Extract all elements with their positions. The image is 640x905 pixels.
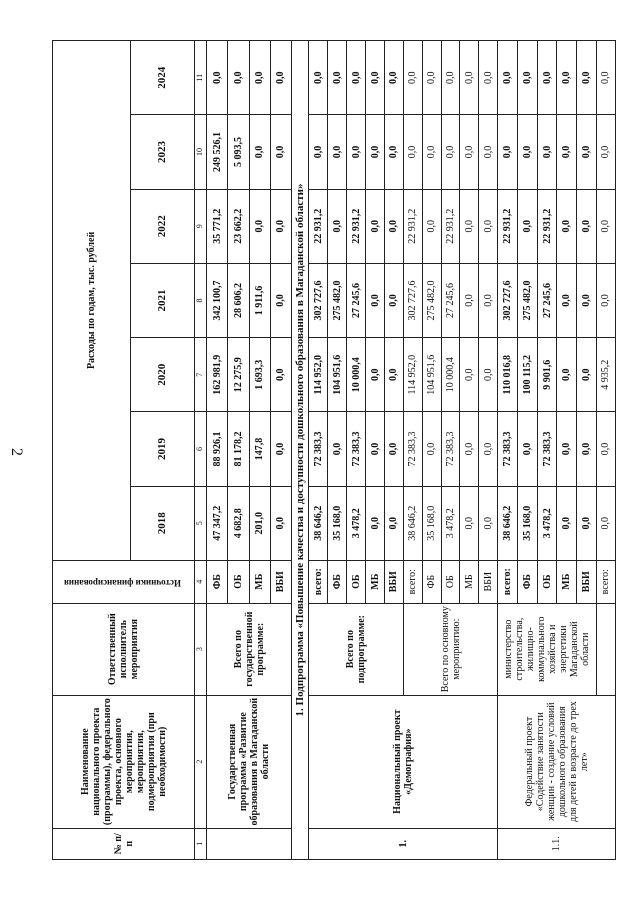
value-cell: 0,0 — [517, 41, 537, 115]
value-cell: 4 935,2 — [596, 338, 615, 412]
executor-empty — [596, 603, 615, 695]
value-cell: 27 245,6 — [537, 263, 557, 337]
federal-project-name: Федеральный проект «Содействие занятости женщин - создание условий дошкольного образования для детей в возрасте до трех лет» — [498, 695, 616, 828]
value-cell: 201,0 — [249, 486, 270, 560]
value-cell: 0,0 — [479, 41, 498, 115]
source-cell: ВБИ — [270, 560, 291, 603]
value-cell: 0,0 — [460, 412, 479, 486]
value-cell: 10 000,4 — [441, 338, 460, 412]
value-cell: 0,0 — [366, 486, 385, 560]
column-index: 4 — [195, 560, 207, 603]
source-cell: ОБ — [441, 560, 460, 603]
value-cell: 0,0 — [366, 263, 385, 337]
value-cell: 22 931,2 — [498, 189, 518, 263]
value-cell: 0,0 — [384, 412, 403, 486]
value-cell: 0,0 — [270, 41, 291, 115]
subprogram-executor: Всего по подпрограмме: — [309, 603, 403, 695]
source-cell: ОБ — [347, 560, 366, 603]
value-cell: 35 168,0 — [517, 486, 537, 560]
source-cell: ОБ — [537, 560, 557, 603]
value-cell: 22 931,2 — [403, 189, 422, 263]
value-cell: 0,0 — [249, 189, 270, 263]
value-cell: 5 093,5 — [228, 115, 249, 189]
value-cell: 0,0 — [328, 189, 347, 263]
value-cell: 81 178,2 — [228, 412, 249, 486]
source-cell: ФБ — [517, 560, 537, 603]
value-cell: 0,0 — [479, 338, 498, 412]
value-cell: 0,0 — [366, 115, 385, 189]
value-cell: 0,0 — [309, 115, 328, 189]
source-cell: МБ — [460, 560, 479, 603]
year-header: 2023 — [130, 115, 194, 189]
value-cell: 0,0 — [517, 115, 537, 189]
value-cell: 302 727,6 — [309, 263, 328, 337]
header-executor: Ответственный исполнитель мероприятия — [53, 603, 195, 695]
value-cell: 0,0 — [384, 263, 403, 337]
value-cell: 0,0 — [441, 115, 460, 189]
value-cell: 22 931,2 — [309, 189, 328, 263]
value-cell: 0,0 — [384, 486, 403, 560]
year-header: 2018 — [130, 486, 194, 560]
source-cell: ВБИ — [479, 560, 498, 603]
value-cell: 0,0 — [228, 41, 249, 115]
value-cell: 100 115,2 — [517, 338, 537, 412]
column-index: 5 — [195, 486, 207, 560]
value-cell: 27 245,6 — [347, 263, 366, 337]
header-expenses: Расходы по годам, тыс. рублей — [53, 41, 131, 561]
value-cell: 0,0 — [270, 263, 291, 337]
header-name: Наименование национального проекта (программы), федерального проекта, основного мероприятия, мероприятия, подмероприятия (при необходимости) — [53, 695, 195, 828]
value-cell: 3 478,2 — [347, 486, 366, 560]
value-cell: 1 693,3 — [249, 338, 270, 412]
value-cell: 0,0 — [460, 41, 479, 115]
value-cell: 0,0 — [328, 115, 347, 189]
value-cell: 110 016,8 — [498, 338, 518, 412]
value-cell: 72 383,3 — [498, 412, 518, 486]
subprogram-row — [291, 41, 309, 860]
value-cell: 0,0 — [557, 338, 577, 412]
value-cell: 0,0 — [460, 189, 479, 263]
value-cell: 72 383,3 — [309, 412, 328, 486]
value-cell: 0,0 — [309, 41, 328, 115]
value-cell: 0,0 — [557, 412, 577, 486]
source-cell: ФБ — [328, 560, 347, 603]
value-cell: 0,0 — [596, 486, 615, 560]
value-cell: 38 646,2 — [498, 486, 518, 560]
value-cell: 0,0 — [596, 41, 615, 115]
value-cell: 0,0 — [479, 189, 498, 263]
column-index: 9 — [195, 189, 207, 263]
value-cell: 0,0 — [557, 486, 577, 560]
value-cell: 0,0 — [577, 41, 597, 115]
year-header: 2019 — [130, 412, 194, 486]
value-cell: 0,0 — [270, 338, 291, 412]
value-cell: 0,0 — [577, 115, 597, 189]
value-cell: 0,0 — [596, 189, 615, 263]
value-cell: 0,0 — [441, 41, 460, 115]
federal-project-num: 1.1. — [498, 828, 616, 859]
value-cell: 249 526,1 — [207, 115, 228, 189]
header-source — [53, 560, 195, 603]
value-cell: 302 727,6 — [403, 263, 422, 337]
value-cell: 0,0 — [403, 41, 422, 115]
value-cell: 35 771,2 — [207, 189, 228, 263]
value-cell: 47 347,2 — [207, 486, 228, 560]
value-cell: 0,0 — [517, 412, 537, 486]
value-cell: 22 931,2 — [347, 189, 366, 263]
value-cell: 0,0 — [249, 115, 270, 189]
subprogram-title: 1. Подпрограмма «Повышение качества и доступности дошкольного образования в Магаданской области» — [291, 41, 309, 860]
value-cell: 0,0 — [577, 486, 597, 560]
value-cell: 0,0 — [596, 263, 615, 337]
row-num-empty — [207, 828, 291, 859]
value-cell: 0,0 — [270, 189, 291, 263]
value-cell: 275 482,0 — [422, 263, 441, 337]
value-cell: 0,0 — [270, 486, 291, 560]
source-cell: ОБ — [228, 560, 249, 603]
value-cell: 147,8 — [249, 412, 270, 486]
value-cell: 0,0 — [384, 41, 403, 115]
value-cell: 1 911,6 — [249, 263, 270, 337]
value-cell: 72 383,3 — [403, 412, 422, 486]
value-cell: 0,0 — [366, 189, 385, 263]
value-cell: 342 100,7 — [207, 263, 228, 337]
value-cell: 38 646,2 — [309, 486, 328, 560]
column-index: 8 — [195, 263, 207, 337]
column-index: 11 — [195, 41, 207, 115]
value-cell: 4 682,8 — [228, 486, 249, 560]
value-cell: 104 951,6 — [422, 338, 441, 412]
source-cell: МБ — [249, 560, 270, 603]
table-row — [207, 41, 228, 860]
value-cell: 0,0 — [517, 189, 537, 263]
value-cell: 0,0 — [270, 412, 291, 486]
value-cell: 72 383,3 — [441, 412, 460, 486]
value-cell: 0,0 — [479, 115, 498, 189]
rotated-table-container — [52, 40, 616, 860]
national-project-name: Национальный проект «Демография» — [309, 695, 498, 828]
year-header: 2020 — [130, 338, 194, 412]
value-cell: 0,0 — [422, 115, 441, 189]
value-cell: 0,0 — [207, 41, 228, 115]
value-cell: 0,0 — [537, 41, 557, 115]
value-cell: 0,0 — [422, 412, 441, 486]
source-cell: ВБИ — [577, 560, 597, 603]
main-event-executor: Всего по основному мероприятию: — [403, 603, 497, 695]
header-source-label: Источники финансирования — [63, 577, 181, 588]
value-cell: 0,0 — [422, 189, 441, 263]
value-cell: 0,0 — [577, 189, 597, 263]
value-cell: 0,0 — [403, 115, 422, 189]
value-cell: 0,0 — [249, 41, 270, 115]
value-cell: 0,0 — [328, 41, 347, 115]
state-program-name: Государственная программа «Развитие образования в Магаданской области — [207, 695, 291, 828]
table-row — [498, 41, 518, 860]
header-num: № п/п — [53, 828, 195, 859]
value-cell: 72 383,3 — [537, 412, 557, 486]
column-index: 3 — [195, 603, 207, 695]
value-cell: 114 952,0 — [309, 338, 328, 412]
source-cell: всего: — [498, 560, 518, 603]
value-cell: 0,0 — [596, 412, 615, 486]
value-cell: 27 245,6 — [441, 263, 460, 337]
value-cell: 0,0 — [479, 263, 498, 337]
value-cell: 10 000,4 — [347, 338, 366, 412]
column-index: 6 — [195, 412, 207, 486]
year-header: 2022 — [130, 189, 194, 263]
value-cell: 0,0 — [479, 486, 498, 560]
value-cell: 0,0 — [557, 115, 577, 189]
value-cell: 0,0 — [577, 263, 597, 337]
value-cell: 0,0 — [577, 412, 597, 486]
value-cell: 3 478,2 — [441, 486, 460, 560]
value-cell: 0,0 — [384, 189, 403, 263]
value-cell: 28 606,2 — [228, 263, 249, 337]
value-cell: 0,0 — [270, 115, 291, 189]
value-cell: 0,0 — [328, 412, 347, 486]
column-index: 2 — [195, 695, 207, 828]
value-cell: 0,0 — [498, 41, 518, 115]
value-cell: 0,0 — [557, 263, 577, 337]
value-cell: 0,0 — [498, 115, 518, 189]
value-cell: 22 931,2 — [537, 189, 557, 263]
value-cell: 0,0 — [596, 115, 615, 189]
value-cell: 0,0 — [422, 41, 441, 115]
value-cell: 275 482,0 — [517, 263, 537, 337]
national-project-num: 1. — [309, 828, 498, 859]
value-cell: 0,0 — [557, 41, 577, 115]
value-cell: 0,0 — [537, 115, 557, 189]
value-cell: 0,0 — [366, 412, 385, 486]
value-cell: 0,0 — [460, 486, 479, 560]
value-cell: 0,0 — [479, 412, 498, 486]
value-cell: 0,0 — [347, 41, 366, 115]
value-cell: 0,0 — [460, 338, 479, 412]
value-cell: 0,0 — [366, 41, 385, 115]
value-cell: 104 951,6 — [328, 338, 347, 412]
value-cell: 0,0 — [460, 263, 479, 337]
source-cell: всего: — [403, 560, 422, 603]
value-cell: 275 482,0 — [328, 263, 347, 337]
value-cell: 38 646,2 — [403, 486, 422, 560]
year-header: 2021 — [130, 263, 194, 337]
value-cell: 0,0 — [384, 115, 403, 189]
source-cell: ВБИ — [384, 560, 403, 603]
source-cell: ФБ — [422, 560, 441, 603]
value-cell: 3 478,2 — [537, 486, 557, 560]
page-number: 2 — [8, 448, 25, 456]
value-cell: 0,0 — [557, 189, 577, 263]
column-index: 1 — [195, 828, 207, 859]
source-cell: МБ — [557, 560, 577, 603]
source-cell: ФБ — [207, 560, 228, 603]
value-cell: 35 168,0 — [422, 486, 441, 560]
value-cell: 0,0 — [460, 115, 479, 189]
source-cell: всего: — [596, 560, 615, 603]
value-cell: 0,0 — [366, 338, 385, 412]
source-cell: МБ — [366, 560, 385, 603]
value-cell: 162 981,9 — [207, 338, 228, 412]
state-program-executor: Всего по государственной программе: — [207, 603, 291, 695]
source-cell: всего: — [309, 560, 328, 603]
budget-table — [52, 40, 616, 860]
table-row — [309, 41, 328, 860]
value-cell: 0,0 — [384, 338, 403, 412]
value-cell: 72 383,3 — [347, 412, 366, 486]
value-cell: 35 168,0 — [328, 486, 347, 560]
value-cell: 12 275,9 — [228, 338, 249, 412]
column-index: 7 — [195, 338, 207, 412]
value-cell: 0,0 — [347, 115, 366, 189]
value-cell: 0,0 — [577, 338, 597, 412]
value-cell: 114 952,0 — [403, 338, 422, 412]
value-cell: 302 727,6 — [498, 263, 518, 337]
value-cell: 22 931,2 — [441, 189, 460, 263]
value-cell: 23 662,2 — [228, 189, 249, 263]
federal-project-executor: министерство строительства, жилищно-коммунального хозяйства и энергетики Магаданской области — [498, 603, 597, 695]
value-cell: 9 901,6 — [537, 338, 557, 412]
value-cell: 88 926,1 — [207, 412, 228, 486]
column-index: 10 — [195, 115, 207, 189]
year-header: 2024 — [130, 41, 194, 115]
